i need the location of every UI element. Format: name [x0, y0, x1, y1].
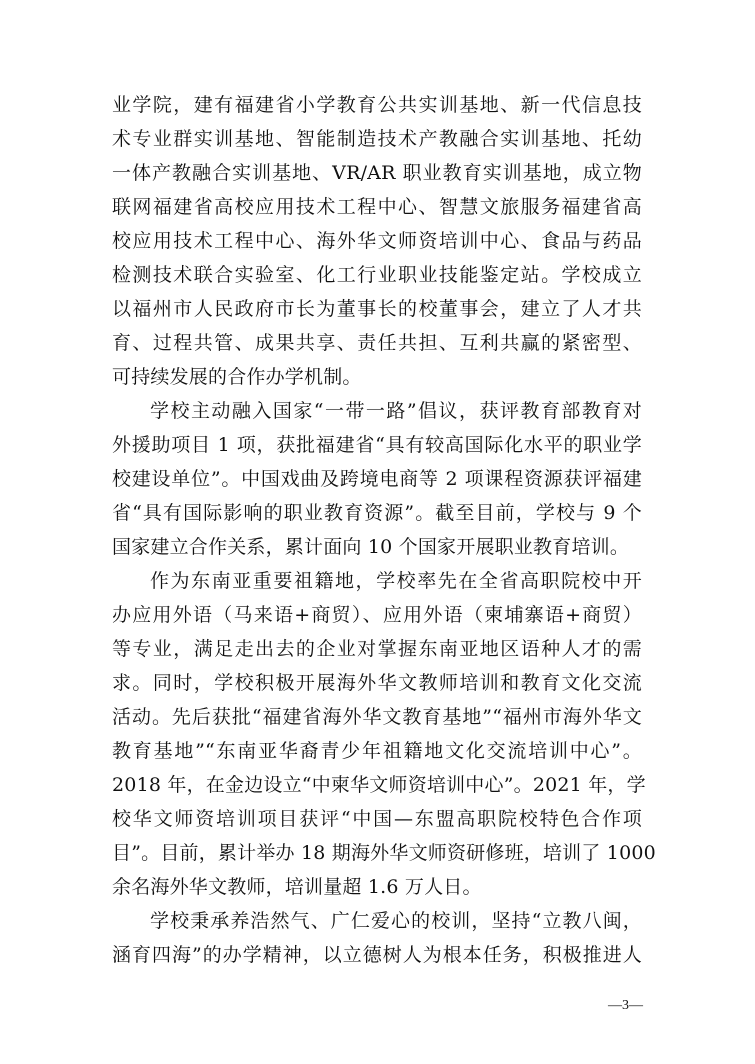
paragraph: [112, 88, 642, 394]
text-line: 校应用技术工程中心、海外华文师资培训中心、食品与药品: [112, 230, 642, 252]
text-line: 余名海外华文教师，培训量超 1.6 万人日。: [112, 876, 482, 898]
text-line: 作为东南亚重要祖籍地，学校率先在全省高职院校中开: [150, 570, 642, 592]
text-line: 目”。目前，累计举办 18 期海外华文师资研修班，培训了 1000: [112, 842, 656, 864]
text-line: 校华文师资培训项目获评“中国—东盟高职院校特色合作项: [112, 808, 642, 830]
text-line: 以福州市人民政府市长为董事长的校董事会，建立了人才共: [112, 298, 642, 320]
text-line: 求。同时，学校积极开展海外华文教师培训和教育文化交流: [112, 672, 642, 694]
text-line: 涵育四海”的办学精神，以立德树人为根本任务，积极推进人: [112, 944, 642, 966]
text-line: 学校主动融入国家“一带一路”倡议，获评教育部教育对: [150, 400, 642, 422]
paragraph: [112, 564, 656, 904]
text-line: 检测技术联合实验室、化工行业职业技能鉴定站。学校成立: [112, 264, 642, 286]
text-line: 外援助项目 1 项，获批福建省“具有较高国际化水平的职业学: [112, 434, 642, 456]
body-text: [112, 88, 656, 972]
text-line: 2018 年，在金边设立“中柬华文师资培训中心”。2021 年，学: [112, 774, 646, 796]
text-line: 活动。先后获批“福建省海外华文教育基地”“福州市海外华文: [112, 706, 642, 728]
text-line: 省“具有国际影响的职业教育资源”。截至目前，学校与 9 个: [112, 502, 642, 524]
page-number: —3—: [608, 998, 643, 1013]
text-line: 可持续发展的合作办学机制。: [112, 366, 362, 388]
text-line: 育、过程共管、成果共享、责任共担、互利共赢的紧密型、: [112, 332, 642, 354]
text-line: 学校秉承养浩然气、广仁爱心的校训，坚持“立教八闽，: [150, 910, 642, 932]
paragraph: [112, 394, 642, 564]
text-line: 等专业，满足走出去的企业对掌握东南亚地区语种人才的需: [112, 638, 642, 660]
text-line: 一体产教融合实训基地、VR/AR 职业教育实训基地，成立物: [112, 162, 642, 184]
text-line: 校建设单位”。中国戏曲及跨境电商等 2 项课程资源获评福建: [112, 468, 642, 490]
text-line: 联网福建省高校应用技术工程中心、智慧文旅服务福建省高: [112, 196, 642, 218]
text-line: 业学院，建有福建省小学教育公共实训基地、新一代信息技: [112, 94, 642, 116]
paragraph: [112, 904, 642, 972]
text-line: 国家建立合作关系，累计面向 10 个国家开展职业教育培训。: [112, 536, 630, 558]
text-line: 术专业群实训基地、智能制造技术产教融合实训基地、托幼: [112, 128, 642, 150]
text-line: 教育基地”“东南亚华裔青少年祖籍地文化交流培训中心”。: [112, 740, 642, 762]
text-line: 办应用外语（马来语+商贸）、应用外语（柬埔寨语+商贸）: [112, 604, 642, 626]
